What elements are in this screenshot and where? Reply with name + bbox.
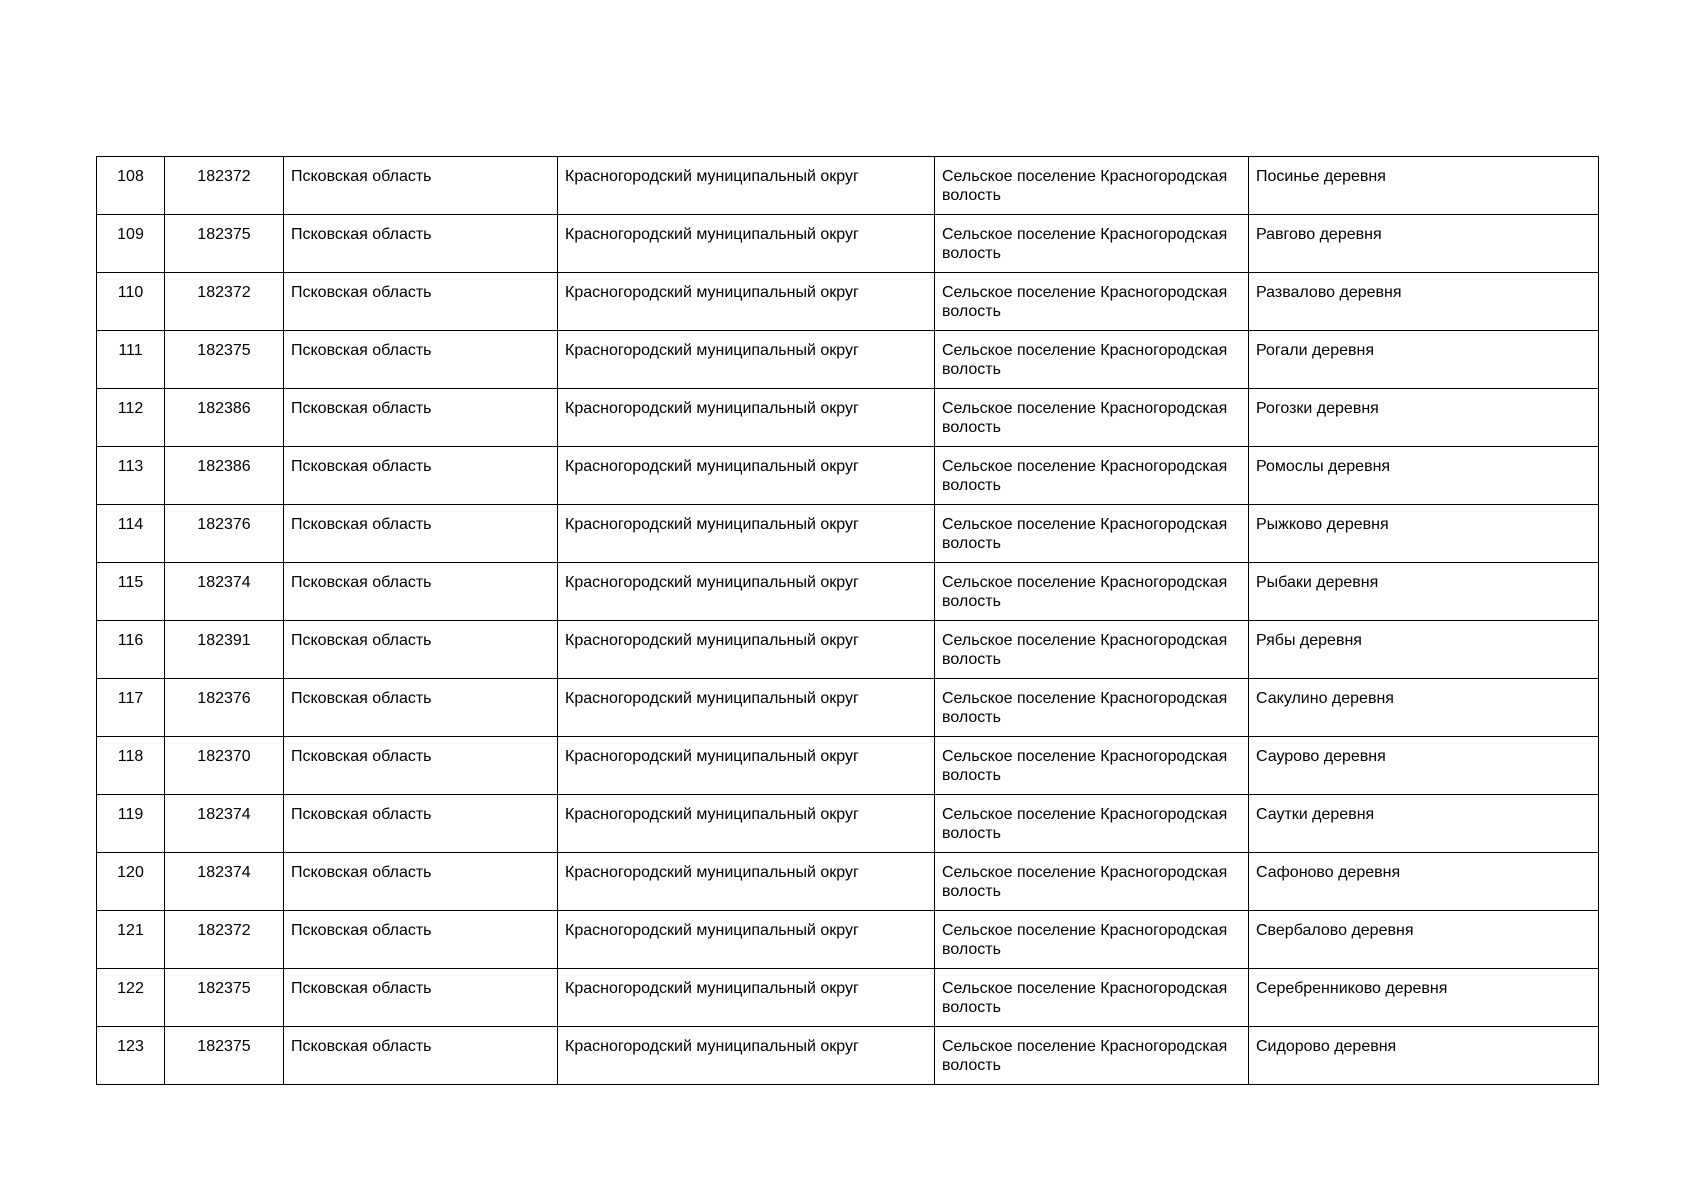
district-cell: Красногородский муниципальный округ	[558, 911, 935, 969]
settlement-cell: Сельское поселение Красногородская волость	[935, 795, 1249, 853]
table-row	[97, 505, 1599, 563]
region-cell: Псковская область	[284, 853, 558, 911]
row-number-cell: 122	[97, 969, 165, 1027]
locality-cell: Равгово деревня	[1249, 215, 1599, 273]
region-cell: Псковская область	[284, 679, 558, 737]
settlement-cell: Сельское поселение Красногородская волость	[935, 215, 1249, 273]
region-cell: Псковская область	[284, 911, 558, 969]
settlement-cell: Сельское поселение Красногородская волость	[935, 447, 1249, 505]
region-cell: Псковская область	[284, 331, 558, 389]
settlement-cell: Сельское поселение Красногородская волость	[935, 273, 1249, 331]
table-row	[97, 679, 1599, 737]
settlement-cell: Сельское поселение Красногородская волость	[935, 737, 1249, 795]
locality-cell: Посинье деревня	[1249, 157, 1599, 215]
postal-index-cell: 182375	[165, 215, 284, 273]
postal-index-cell: 182376	[165, 505, 284, 563]
settlement-cell: Сельское поселение Красногородская волость	[935, 389, 1249, 447]
settlement-cell: Сельское поселение Красногородская волость	[935, 853, 1249, 911]
row-number-cell: 117	[97, 679, 165, 737]
row-number-cell: 121	[97, 911, 165, 969]
region-cell: Псковская область	[284, 273, 558, 331]
row-number-cell: 123	[97, 1027, 165, 1085]
table-row	[97, 911, 1599, 969]
settlement-cell: Сельское поселение Красногородская волость	[935, 505, 1249, 563]
table-row	[97, 563, 1599, 621]
row-number-cell: 108	[97, 157, 165, 215]
district-cell: Красногородский муниципальный округ	[558, 447, 935, 505]
table-row	[97, 737, 1599, 795]
settlement-cell: Сельское поселение Красногородская волость	[935, 563, 1249, 621]
locality-cell: Ромослы деревня	[1249, 447, 1599, 505]
row-number-cell: 118	[97, 737, 165, 795]
settlements-table	[96, 156, 1599, 1085]
row-number-cell: 110	[97, 273, 165, 331]
district-cell: Красногородский муниципальный округ	[558, 505, 935, 563]
region-cell: Псковская область	[284, 969, 558, 1027]
table-row	[97, 215, 1599, 273]
district-cell: Красногородский муниципальный округ	[558, 679, 935, 737]
row-number-cell: 112	[97, 389, 165, 447]
postal-index-cell: 182374	[165, 853, 284, 911]
postal-index-cell: 182375	[165, 1027, 284, 1085]
region-cell: Псковская область	[284, 563, 558, 621]
table-row	[97, 157, 1599, 215]
table-row	[97, 621, 1599, 679]
locality-cell: Сафоново деревня	[1249, 853, 1599, 911]
settlement-cell: Сельское поселение Красногородская волость	[935, 157, 1249, 215]
postal-index-cell: 182391	[165, 621, 284, 679]
row-number-cell: 120	[97, 853, 165, 911]
region-cell: Псковская область	[284, 1027, 558, 1085]
table-row	[97, 389, 1599, 447]
row-number-cell: 114	[97, 505, 165, 563]
postal-index-cell: 182375	[165, 331, 284, 389]
postal-index-cell: 182375	[165, 969, 284, 1027]
district-cell: Красногородский муниципальный округ	[558, 969, 935, 1027]
district-cell: Красногородский муниципальный округ	[558, 563, 935, 621]
region-cell: Псковская область	[284, 505, 558, 563]
region-cell: Псковская область	[284, 737, 558, 795]
table-row	[97, 969, 1599, 1027]
table-body	[97, 157, 1599, 1085]
table-row	[97, 853, 1599, 911]
district-cell: Красногородский муниципальный округ	[558, 795, 935, 853]
row-number-cell: 115	[97, 563, 165, 621]
table-row	[97, 447, 1599, 505]
district-cell: Красногородский муниципальный округ	[558, 1027, 935, 1085]
table-row	[97, 1027, 1599, 1085]
locality-cell: Рогозки деревня	[1249, 389, 1599, 447]
row-number-cell: 116	[97, 621, 165, 679]
postal-index-cell: 182376	[165, 679, 284, 737]
locality-cell: Рыбаки деревня	[1249, 563, 1599, 621]
settlement-cell: Сельское поселение Красногородская волость	[935, 679, 1249, 737]
locality-cell: Серебренниково деревня	[1249, 969, 1599, 1027]
table-row	[97, 331, 1599, 389]
postal-index-cell: 182372	[165, 273, 284, 331]
region-cell: Псковская область	[284, 157, 558, 215]
district-cell: Красногородский муниципальный округ	[558, 273, 935, 331]
row-number-cell: 109	[97, 215, 165, 273]
district-cell: Красногородский муниципальный округ	[558, 853, 935, 911]
postal-index-cell: 182372	[165, 157, 284, 215]
row-number-cell: 111	[97, 331, 165, 389]
locality-cell: Сакулино деревня	[1249, 679, 1599, 737]
settlement-cell: Сельское поселение Красногородская волость	[935, 331, 1249, 389]
district-cell: Красногородский муниципальный округ	[558, 157, 935, 215]
postal-index-cell: 182386	[165, 447, 284, 505]
region-cell: Псковская область	[284, 621, 558, 679]
settlement-cell: Сельское поселение Красногородская волость	[935, 1027, 1249, 1085]
locality-cell: Саутки деревня	[1249, 795, 1599, 853]
locality-cell: Рогали деревня	[1249, 331, 1599, 389]
postal-index-cell: 182374	[165, 563, 284, 621]
district-cell: Красногородский муниципальный округ	[558, 389, 935, 447]
postal-index-cell: 182372	[165, 911, 284, 969]
locality-cell: Рябы деревня	[1249, 621, 1599, 679]
postal-index-cell: 182370	[165, 737, 284, 795]
postal-index-cell: 182374	[165, 795, 284, 853]
table-row	[97, 795, 1599, 853]
region-cell: Псковская область	[284, 795, 558, 853]
district-cell: Красногородский муниципальный округ	[558, 621, 935, 679]
row-number-cell: 113	[97, 447, 165, 505]
row-number-cell: 119	[97, 795, 165, 853]
postal-index-cell: 182386	[165, 389, 284, 447]
locality-cell: Саурово деревня	[1249, 737, 1599, 795]
region-cell: Псковская область	[284, 215, 558, 273]
region-cell: Псковская область	[284, 447, 558, 505]
table-row	[97, 273, 1599, 331]
region-cell: Псковская область	[284, 389, 558, 447]
locality-cell: Свербалово деревня	[1249, 911, 1599, 969]
locality-cell: Сидорово деревня	[1249, 1027, 1599, 1085]
locality-cell: Развалово деревня	[1249, 273, 1599, 331]
district-cell: Красногородский муниципальный округ	[558, 331, 935, 389]
settlement-cell: Сельское поселение Красногородская волость	[935, 969, 1249, 1027]
settlement-cell: Сельское поселение Красногородская волость	[935, 911, 1249, 969]
locality-cell: Рыжково деревня	[1249, 505, 1599, 563]
settlement-cell: Сельское поселение Красногородская волость	[935, 621, 1249, 679]
district-cell: Красногородский муниципальный округ	[558, 215, 935, 273]
district-cell: Красногородский муниципальный округ	[558, 737, 935, 795]
